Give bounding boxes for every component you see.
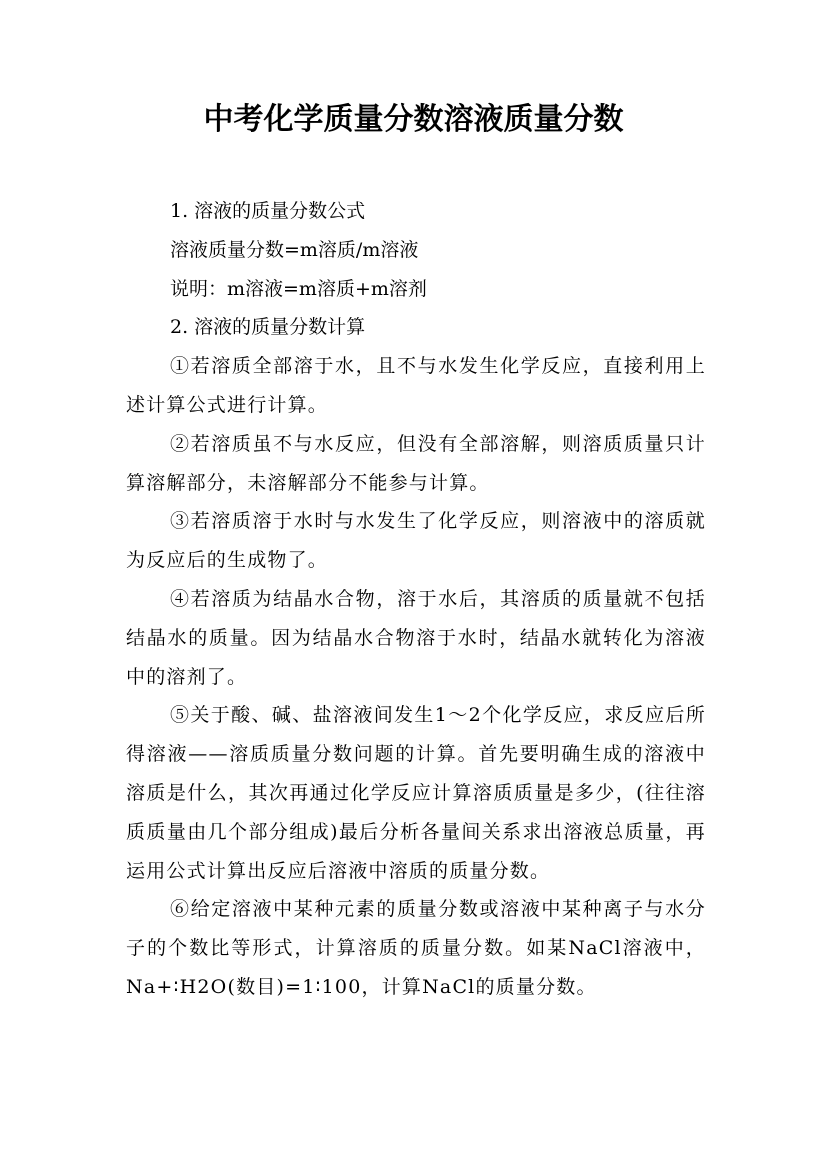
paragraph-case-6: ⑥给定溶液中某种元素的质量分数或溶液中某种离子与水分子的个数比等形式，计算溶质的质量分数。如某NaCl溶液中，Na+∶H2O(数目)=1∶100，计算NaCl的质量分数。 <box>126 898 706 998</box>
formula-note: 说明：m溶液=m溶质+m溶剂 <box>170 277 427 300</box>
document-title: 中考化学质量分数溶液质量分数 <box>203 102 624 137</box>
formula-line: 溶液质量分数=m溶质/m溶液 <box>170 238 419 261</box>
paragraph-case-1: ①若溶质全部溶于水，且不与水发生化学反应，直接利用上述计算公式进行计算。 <box>126 355 706 416</box>
section-heading-calculation: 2. 溶液的质量分数计算 <box>170 316 366 339</box>
paragraph-case-3: ③若溶质溶于水时与水发生了化学反应，则溶液中的溶质就为反应后的生成物了。 <box>126 510 706 572</box>
paragraph-case-4: ④若溶质为结晶水合物，溶于水后，其溶质的质量就不包括结晶水的质量。因为结晶水合物溶于水时，结晶水就转化为溶液中的溶剂了。 <box>126 587 706 688</box>
section-heading-formula: 1. 溶液的质量分数公式 <box>170 200 366 222</box>
document-body <box>126 192 706 1007</box>
paragraph-case-5: ⑤关于酸、碱、盐溶液间发生1～2个化学反应，求反应后所得溶液——溶质质量分数问题的计算。首先要明确生成的溶液中溶质是什么，其次再通过化学反应计算溶质质量是多少，(往往溶质质量由几个部分组成)最后分析各量间关系求出溶液总质量，再运用公式计算出反应后溶液中溶质的质量分数。 <box>126 704 706 882</box>
paragraph-case-2: ②若溶质虽不与水反应，但没有全部溶解，则溶质质量只计算溶解部分，未溶解部分不能参与计算。 <box>126 432 706 494</box>
